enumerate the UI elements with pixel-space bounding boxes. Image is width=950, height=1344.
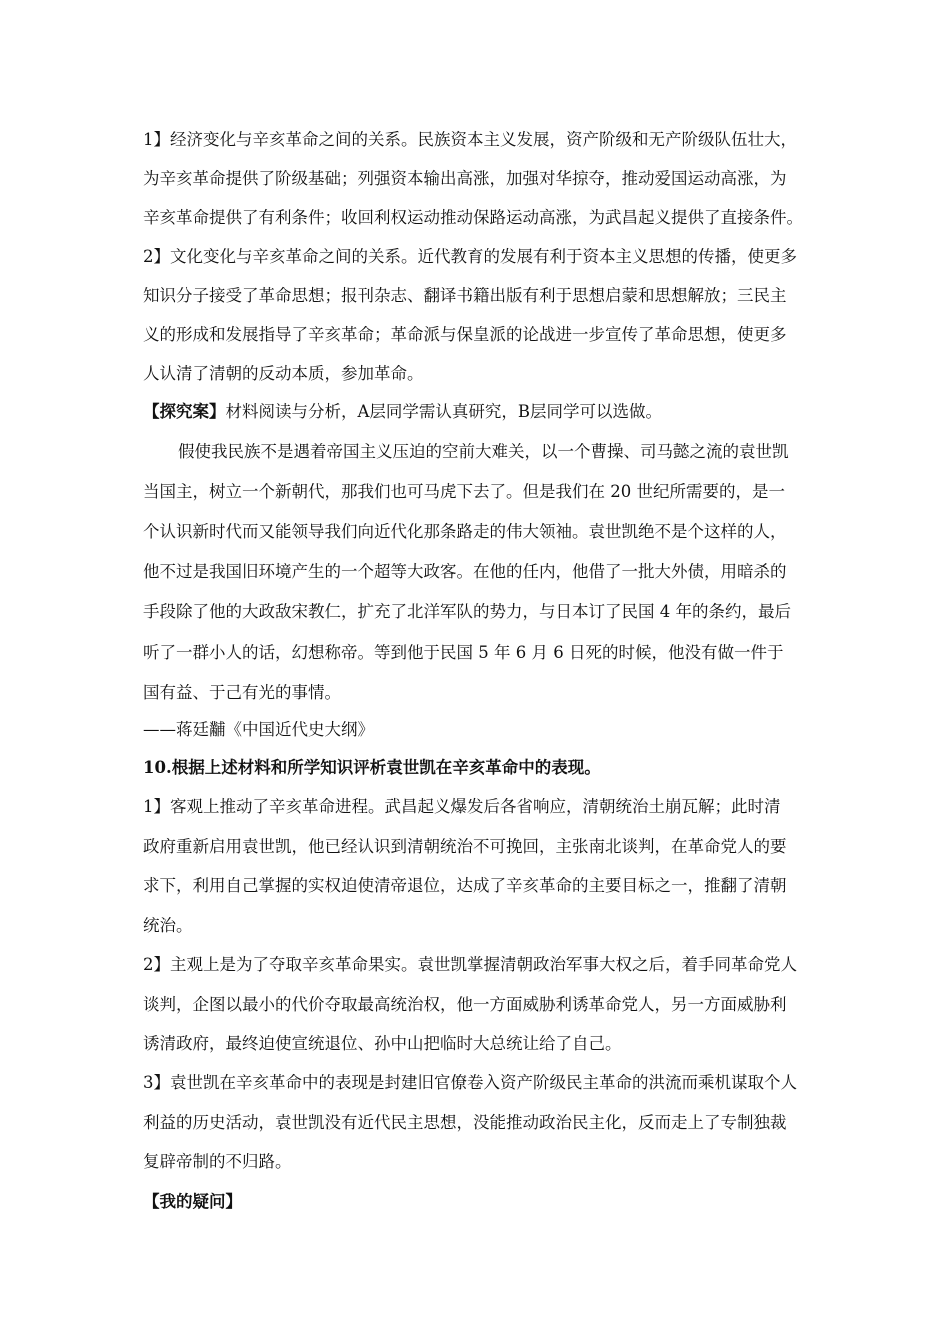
explore-heading: 【探究案】 [143,402,226,421]
answer-subjective-line-2: 谈判，企图以最小的代价夺取最高统治权，他一方面威胁利诱革命党人，另一方面威胁利 [143,995,787,1014]
answer-culture-line-1: 2】文化变化与辛亥革命之间的关系。近代教育的发展有利于资本主义思想的传播，使更多 [143,247,797,266]
answer-culture-line-4: 人认清了清朝的反动本质，参加革命。 [143,364,424,383]
answer-summary-line-3: 复辟帝制的不归路。 [143,1152,292,1171]
material-line-6: 听了一群小人的话，幻想称帝。等到他于民国 5 年 6 月 6 日死的时候，他没有做一件于 [143,643,784,662]
my-questions-heading: 【我的疑问】 [143,1192,242,1211]
answer-objective-line-3: 求下，利用自己掌握的实权迫使清帝退位，达成了辛亥革命的主要目标之一，推翻了清朝 [143,876,787,895]
material-line-1: 假使我民族不是遇着帝国主义压迫的空前大难关，以一个曹操、司马懿之流的袁世凯 [178,442,789,461]
answer-culture-line-2: 知识分子接受了革命思想；报刊杂志、翻译书籍出版有利于思想启蒙和思想解放；三民主 [143,286,787,305]
material-line-4: 他不过是我国旧环境产生的一个超等大政客。在他的任内，他借了一批大外债，用暗杀的 [143,562,787,581]
answer-objective-line-2: 政府重新启用袁世凯，他已经认识到清朝统治不可挽回，主张南北谈判，在革命党人的要 [143,837,787,856]
answer-culture-line-3: 义的形成和发展指导了辛亥革命；革命派与保皇派的论战进一步宣传了革命思想，使更多 [143,325,787,344]
answer-summary-line-1: 3】袁世凯在辛亥革命中的表现是封建旧官僚卷入资产阶级民主革命的洪流而乘机谋取个人 [143,1073,797,1092]
question-10: 10.根据上述材料和所学知识评析袁世凯在辛亥革命中的表现。 [143,758,601,777]
explore-instructions: 材料阅读与分析，A层同学需认真研究，B层同学可以选做。 [225,402,663,421]
answer-economy-line-3: 辛亥革命提供了有利条件；收回利权运动推动保路运动高涨，为武昌起义提供了直接条件。 [143,208,803,227]
material-line-2: 当国主，树立一个新朝代，那我们也可马虎下去了。但是我们在 20 世纪所需要的，是一 [143,482,785,501]
material-line-5: 手段除了他的大政敌宋教仁，扩充了北洋军队的势力，与日本订了民国 4 年的条约，最后 [143,602,791,621]
answer-objective-line-1: 1】客观上推动了辛亥革命进程。武昌起义爆发后各省响应，清朝统治土崩瓦解；此时清 [143,797,781,816]
answer-subjective-line-1: 2】主观上是为了夺取辛亥革命果实。袁世凯掌握清朝政治军事大权之后，着手同革命党人 [143,955,797,974]
material-line-3: 个认识新时代而又能领导我们向近代化那条路走的伟大领袖。袁世凯绝不是个这样的人， [143,522,787,541]
answer-summary-line-2: 利益的历史活动，袁世凯没有近代民主思想，没能推动政治民主化，反而走上了专制独裁 [143,1113,787,1132]
answer-subjective-line-3: 诱清政府，最终迫使宣统退位、孙中山把临时大总统让给了自己。 [143,1034,622,1053]
explore-section [143,401,823,423]
material-source: ——蒋廷黼《中国近代史大纲》 [143,720,374,739]
answer-economy-line-1: 1】经济变化与辛亥革命之间的关系。民族资本主义发展，资产阶级和无产阶级队伍壮大， [143,130,797,149]
material-line-7: 国有益、于己有光的事情。 [143,683,341,702]
answer-economy-line-2: 为辛亥革命提供了阶级基础；列强资本输出高涨，加强对华掠夺，推动爱国运动高涨，为 [143,169,787,188]
answer-objective-line-4: 统治。 [143,916,193,935]
